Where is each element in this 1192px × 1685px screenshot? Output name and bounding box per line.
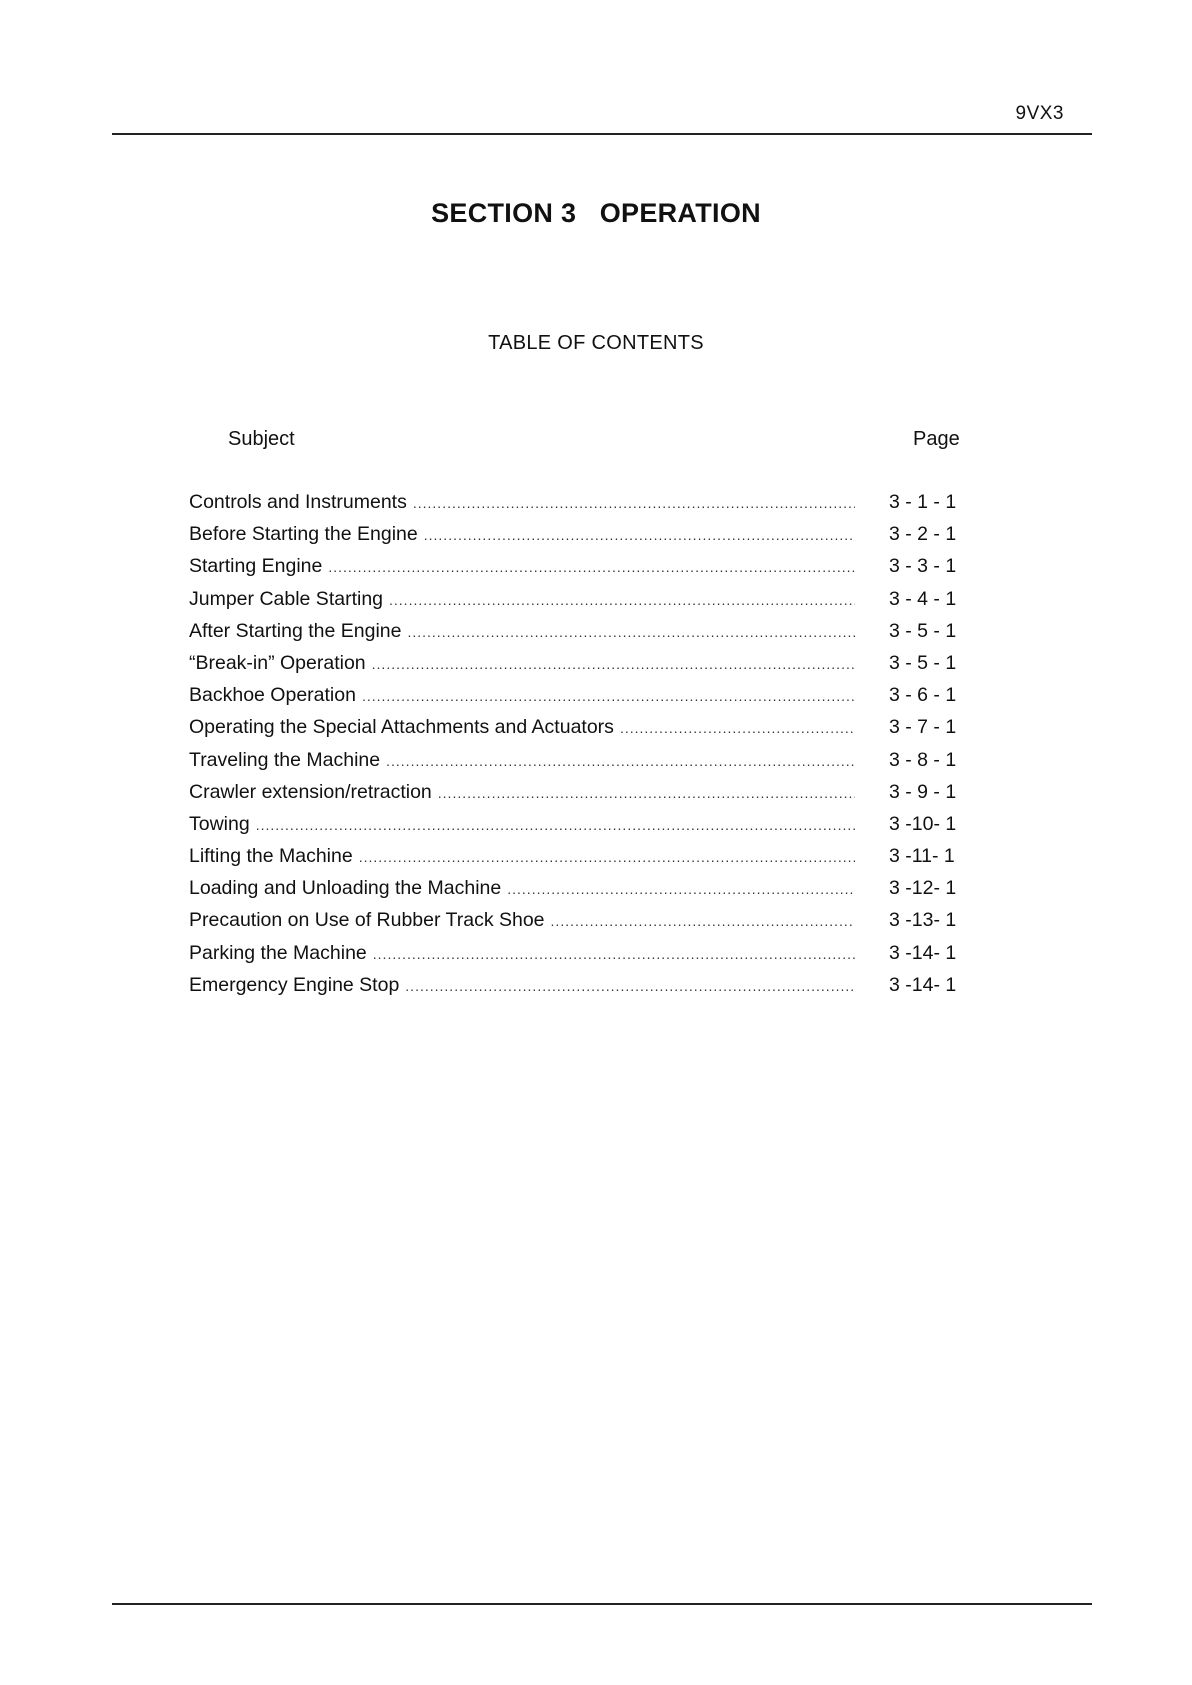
subject-column-header: Subject (228, 428, 295, 450)
toc-list (189, 491, 969, 1006)
toc-entry (189, 845, 969, 877)
toc-entry (189, 620, 969, 652)
toc-entry-page: 3 - 9 - 1 (889, 780, 957, 803)
toc-entry-title: Parking the Machine (189, 941, 367, 964)
toc-entry-page: 3 -14- 1 (889, 941, 957, 964)
dot-leader (507, 881, 855, 897)
dot-leader (424, 527, 855, 543)
toc-entry-title: Loading and Unloading the Machine (189, 877, 502, 900)
toc-entry (189, 716, 969, 748)
toc-entry-title: Backhoe Operation (189, 684, 356, 707)
toc-entry-page: 3 - 1 - 1 (889, 491, 957, 513)
toc-entry-page: 3 - 6 - 1 (889, 684, 957, 707)
dot-leader (256, 817, 855, 833)
toc-entry-title: After Starting the Engine (189, 619, 402, 642)
dot-leader (407, 624, 855, 640)
toc-entry-title: “Break-in” Operation (189, 651, 366, 674)
toc-entry-page: 3 - 5 - 1 (889, 651, 957, 674)
toc-entry (189, 588, 969, 620)
footer-rule (112, 1603, 1092, 1605)
toc-entry-page: 3 - 8 - 1 (889, 748, 957, 771)
toc-entry-page: 3 -12- 1 (889, 877, 957, 900)
toc-entry (189, 555, 969, 587)
toc-heading: TABLE OF CONTENTS (488, 332, 704, 354)
toc-entry-page: 3 - 3 - 1 (889, 555, 957, 578)
toc-entry (189, 909, 969, 941)
dot-leader (372, 656, 855, 672)
toc-entry (189, 491, 969, 523)
dot-leader (373, 946, 855, 962)
page-column-header: Page (913, 428, 960, 450)
toc-entry-title: Before Starting the Engine (189, 523, 418, 546)
dot-leader (620, 720, 855, 736)
toc-entry-title: Emergency Engine Stop (189, 973, 400, 996)
toc-entry-title: Controls and Instruments (189, 491, 407, 513)
dot-leader (551, 913, 855, 929)
toc-entry-title: Traveling the Machine (189, 748, 381, 771)
toc-entry-title: Lifting the Machine (189, 845, 353, 868)
document-code: 9VX3 (1015, 103, 1064, 124)
toc-entry (189, 749, 969, 781)
toc-entry-title: Starting Engine (189, 555, 323, 578)
dot-leader (386, 753, 855, 769)
section-title: SECTION 3 OPERATION (431, 198, 761, 228)
header-rule (112, 133, 1092, 135)
toc-entry-page: 3 - 4 - 1 (889, 587, 957, 610)
toc-entry (189, 942, 969, 974)
toc-entry-page: 3 - 7 - 1 (889, 716, 957, 739)
toc-entry-title: Jumper Cable Starting (189, 587, 384, 610)
toc-entry (189, 974, 969, 1006)
dot-leader (389, 592, 855, 608)
toc-entry-page: 3 -11- 1 (889, 845, 955, 868)
toc-entry (189, 813, 969, 845)
dot-leader (362, 688, 855, 704)
dot-leader (438, 785, 855, 801)
toc-entry-title: Precaution on Use of Rubber Track Shoe (189, 909, 545, 932)
toc-entry-page: 3 - 2 - 1 (889, 523, 957, 546)
toc-entry (189, 652, 969, 684)
dot-leader (413, 495, 855, 511)
toc-entry-page: 3 -10- 1 (889, 812, 957, 835)
dot-leader (405, 978, 855, 994)
toc-entry (189, 877, 969, 909)
dot-leader (328, 559, 855, 575)
toc-entry (189, 684, 969, 716)
toc-entry-title: Towing (189, 812, 250, 835)
toc-entry-page: 3 -14- 1 (889, 973, 957, 996)
toc-entry-page: 3 -13- 1 (889, 909, 957, 932)
toc-entry (189, 523, 969, 555)
toc-entry-title: Operating the Special Attachments and Actuators (189, 716, 614, 739)
dot-leader (359, 849, 855, 865)
toc-entry (189, 781, 969, 813)
toc-entry-title: Crawler extension/retraction (189, 780, 432, 803)
toc-entry-page: 3 - 5 - 1 (889, 619, 957, 642)
